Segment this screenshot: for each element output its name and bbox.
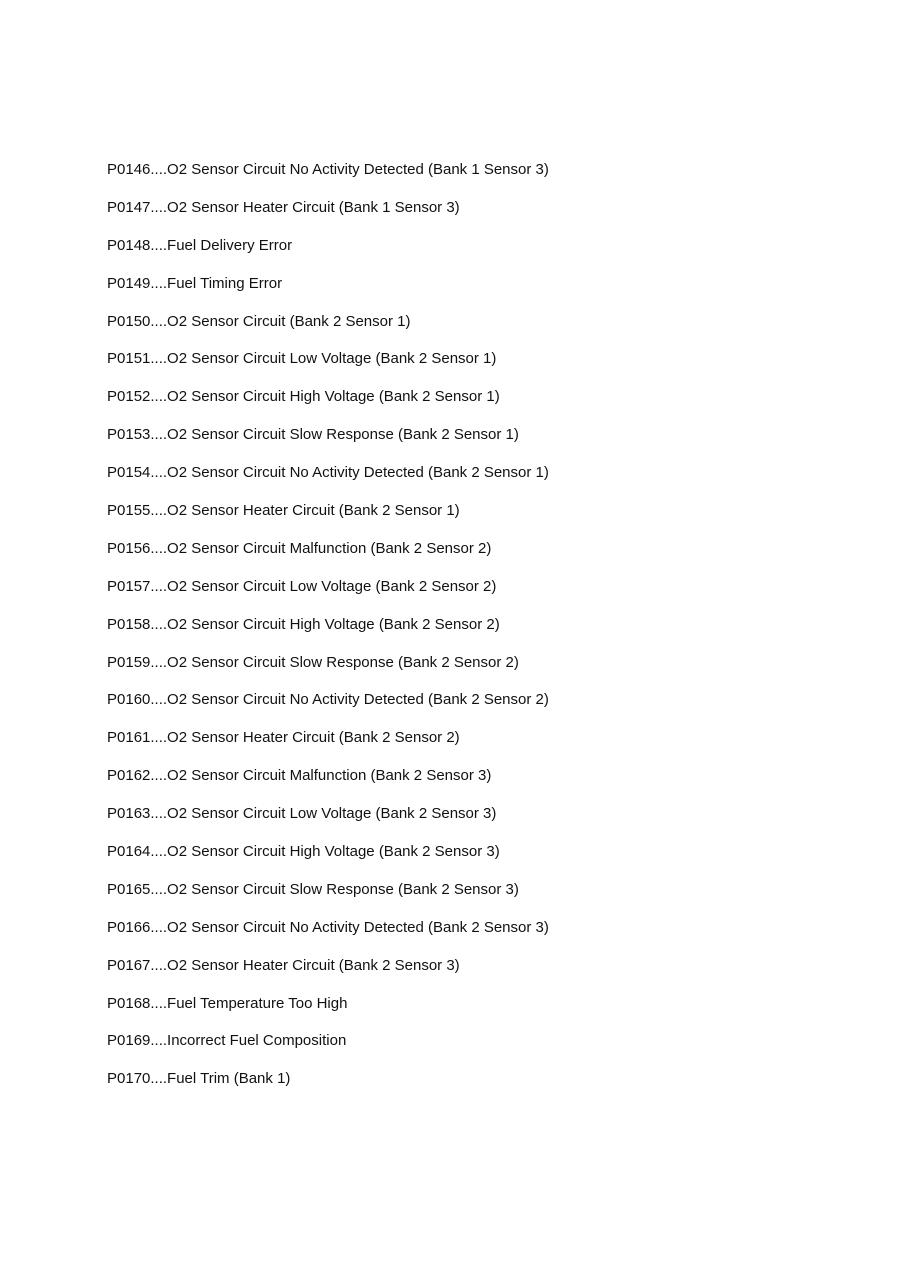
trouble-code-item: P0163....O2 Sensor Circuit Low Voltage (Bank 2 Sensor 3): [107, 805, 497, 823]
trouble-code-item: P0159....O2 Sensor Circuit Slow Response (Bank 2 Sensor 2): [107, 653, 519, 671]
trouble-code-item: P0156....O2 Sensor Circuit Malfunction (Bank 2 Sensor 2): [107, 539, 492, 557]
trouble-code-item: P0161....O2 Sensor Heater Circuit (Bank 2 Sensor 2): [107, 729, 460, 747]
trouble-code-item: P0154....O2 Sensor Circuit No Activity Detected (Bank 2 Sensor 1): [107, 464, 549, 482]
trouble-code-item: P0168....Fuel Temperature Too High: [107, 994, 348, 1012]
trouble-code-item: P0165....O2 Sensor Circuit Slow Response (Bank 2 Sensor 3): [107, 880, 519, 898]
trouble-code-item: P0152....O2 Sensor Circuit High Voltage (Bank 2 Sensor 1): [107, 388, 500, 406]
trouble-code-item: P0155....O2 Sensor Heater Circuit (Bank 2 Sensor 1): [107, 502, 460, 520]
trouble-code-item: P0148....Fuel Delivery Error: [107, 236, 293, 254]
trouble-code-item: P0170....Fuel Trim (Bank 1): [107, 1070, 291, 1088]
trouble-code-item: P0150....O2 Sensor Circuit (Bank 2 Sensor 1): [107, 312, 411, 330]
trouble-code-list: [107, 160, 549, 1107]
trouble-code-item: P0164....O2 Sensor Circuit High Voltage (Bank 2 Sensor 3): [107, 843, 500, 861]
trouble-code-item: P0166....O2 Sensor Circuit No Activity Detected (Bank 2 Sensor 3): [107, 918, 549, 936]
trouble-code-item: P0157....O2 Sensor Circuit Low Voltage (Bank 2 Sensor 2): [107, 577, 497, 595]
trouble-code-item: P0162....O2 Sensor Circuit Malfunction (Bank 2 Sensor 3): [107, 767, 492, 785]
trouble-code-item: P0160....O2 Sensor Circuit No Activity Detected (Bank 2 Sensor 2): [107, 691, 549, 709]
trouble-code-item: P0169....Incorrect Fuel Composition: [107, 1032, 347, 1050]
trouble-code-item: P0167....O2 Sensor Heater Circuit (Bank 2 Sensor 3): [107, 956, 460, 974]
trouble-code-item: P0153....O2 Sensor Circuit Slow Response (Bank 2 Sensor 1): [107, 426, 519, 444]
trouble-code-item: P0147....O2 Sensor Heater Circuit (Bank 1 Sensor 3): [107, 198, 460, 216]
trouble-code-item: P0158....O2 Sensor Circuit High Voltage (Bank 2 Sensor 2): [107, 615, 500, 633]
trouble-code-item: P0151....O2 Sensor Circuit Low Voltage (Bank 2 Sensor 1): [107, 350, 497, 368]
trouble-code-item: P0146....O2 Sensor Circuit No Activity Detected (Bank 1 Sensor 3): [107, 161, 549, 178]
trouble-code-item: P0149....Fuel Timing Error: [107, 274, 283, 292]
